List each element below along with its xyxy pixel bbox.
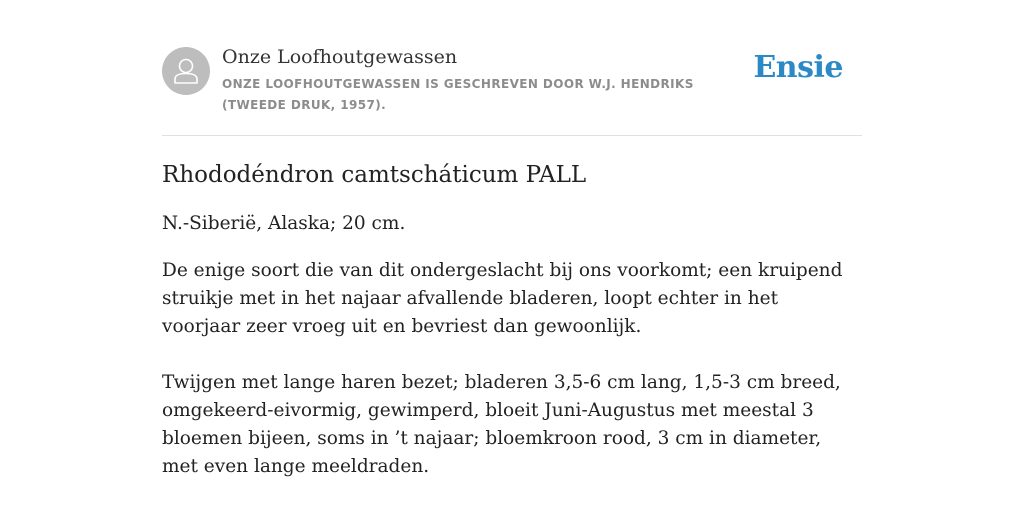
- header: [162, 45, 862, 136]
- article-body: [162, 158, 862, 481]
- origin-paragraph: N.-Siberië, Alaska; 20 cm.: [162, 213, 406, 234]
- author-description: ONZE LOOFHOUTGEWASSEN IS GESCHREVEN DOOR W.J. HENDRIKS (TWEEDE DRUK, 1957).: [222, 77, 694, 112]
- author-avatar[interactable]: [162, 47, 210, 95]
- details-paragraph: Twijgen met lange haren bezet; bladeren 3,5-6 cm lang, 1,5-3 cm breed, omgekeerd-eivormig, gewimperd, bloeit Juni-Augustus met meestal 3 bloemen bijeen, soms in ’t najaar; bloemkroon rood, 3 cm in diameter, met even lange meeldraden.: [162, 372, 841, 477]
- article-title: Rhododéndron camtscháticum PALL: [162, 162, 587, 188]
- ensie-logo-link[interactable]: Ensie: [753, 50, 843, 85]
- user-icon: [162, 47, 210, 95]
- author-name[interactable]: Onze Loofhoutgewassen: [222, 46, 458, 68]
- description-paragraph: De enige soort die van dit ondergeslacht bij ons voorkomt; een kruipend struikje met in het najaar afvallende bladeren, loopt echter in het voorjaar zeer vroeg uit en bevriest dan gewoonlijk.: [162, 260, 843, 337]
